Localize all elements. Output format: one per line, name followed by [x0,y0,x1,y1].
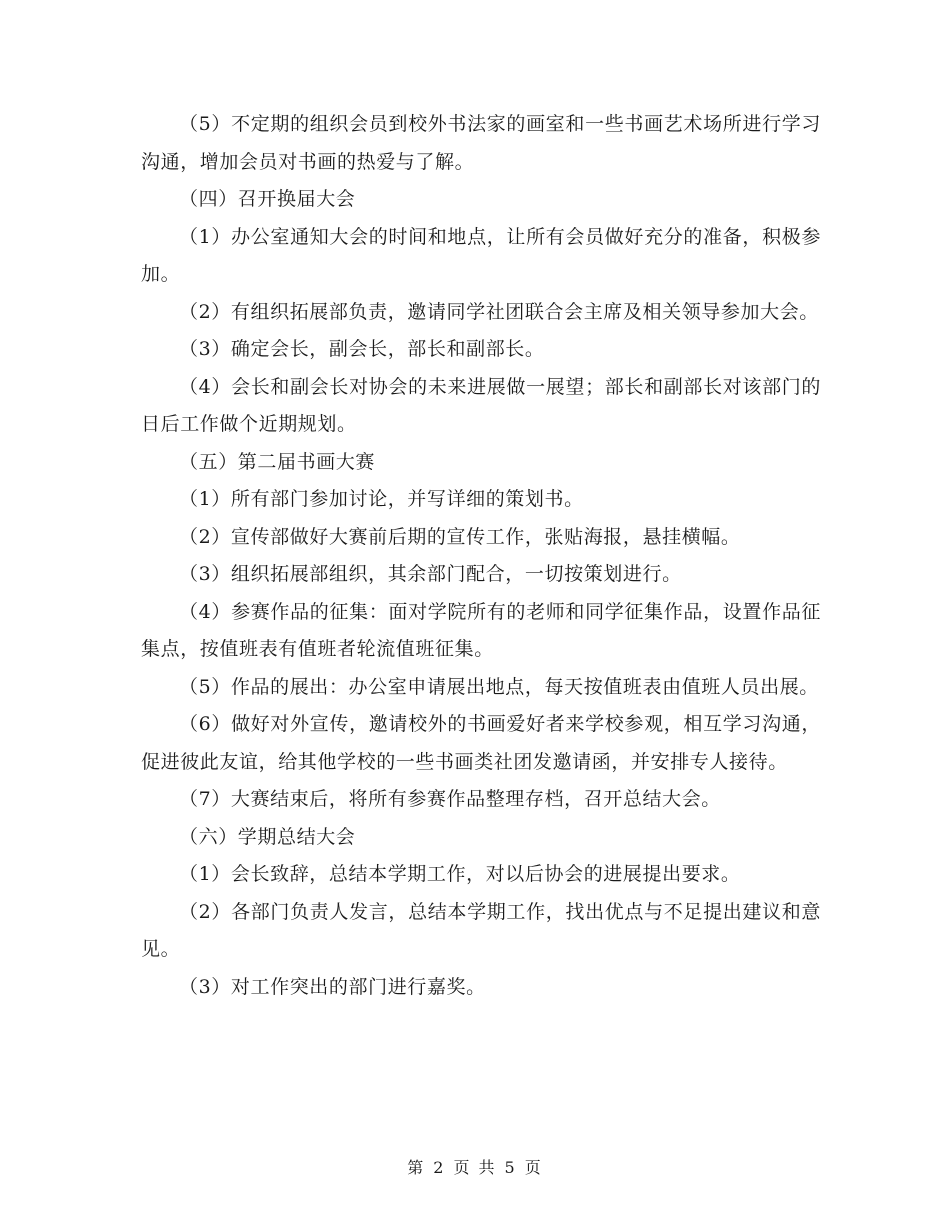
section-heading: （四）召开换届大会 [179,188,356,210]
paragraph: （2）宣传部做好大赛前后期的宣传工作，张贴海报，悬挂横幅。 [179,525,741,548]
paragraph: （7）大赛结束后，将所有参赛作品整理存档，召开总结大会。 [179,788,721,810]
document-body [141,106,821,1006]
footer-current-page: 2 [433,1158,446,1177]
footer-middle: 页 共 [453,1158,497,1177]
paragraph: （2）各部门负责人发言，总结本学期工作，找出优点与不足提出建议和意见。 [141,900,821,960]
paragraph: （1）所有部门参加讨论，并写详细的策划书。 [179,488,584,510]
page-footer [0,1155,950,1178]
paragraph: （6）做好对外宣传，邀请校外的书画爱好者来学校参观，相互学习沟通，促进彼此友谊，给其他学校的一些书画类社团发邀请函，并安排专人接待。 [141,713,821,773]
section-heading: （六）学期总结大会 [179,825,356,848]
paragraph: （3）对工作突出的部门进行嘉奖。 [179,975,486,998]
footer-total-pages: 5 [504,1158,517,1177]
paragraph: （3）组织拓展部组织，其余部门配合，一切按策划进行。 [179,563,682,585]
paragraph: （2）有组织拓展部负责，邀请同学社团联合会主席及相关领导参加大会。 [179,300,819,323]
paragraph: （1）会长致辞，总结本学期工作，对以后协会的进展提出要求。 [179,863,741,885]
paragraph: （1）办公室通知大会的时间和地点，让所有会员做好充分的准备，积极参加。 [141,225,821,285]
footer-suffix: 页 [524,1158,543,1177]
paragraph: （5）不定期的组织会员到校外书法家的画室和一些书画艺术场所进行学习沟通，增加会员对书画的热爱与了解。 [141,113,821,173]
paragraph: （5）作品的展出：办公室申请展出地点，每天按值班表由值班人员出展。 [179,675,819,698]
paragraph: （4）会长和副会长对协会的未来进展做一展望；部长和副部长对该部门的日后工作做个近期规划。 [141,375,821,435]
paragraph: （4）参赛作品的征集：面对学院所有的老师和同学征集作品，设置作品征集点，按值班表有值班者轮流值班征集。 [141,600,821,660]
footer-prefix: 第 [407,1158,426,1177]
section-heading: （五）第二届书画大赛 [179,450,376,473]
paragraph: （3）确定会长，副会长，部长和副部长。 [179,338,545,360]
